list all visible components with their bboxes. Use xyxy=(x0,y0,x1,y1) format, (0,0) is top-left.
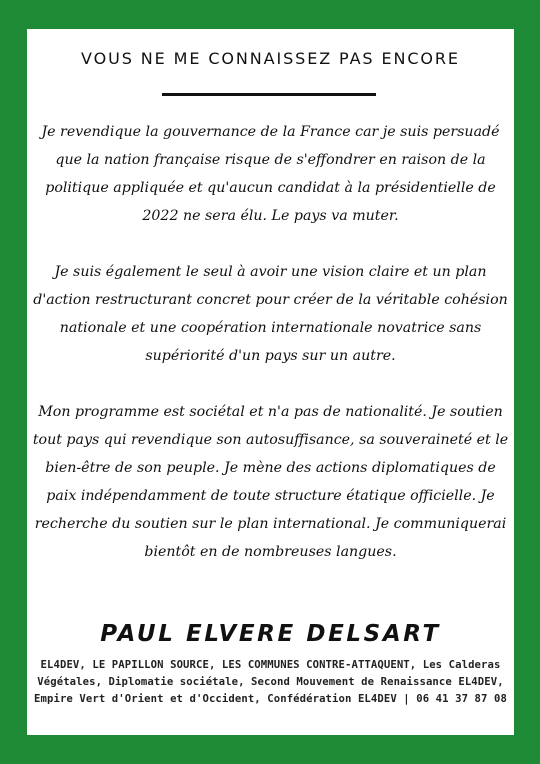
paragraph-program: Mon programme est sociétal et n'a pas de nationalité. Je soutien tout pays qui revendique son autosuffisance, sa souveraineté et le bien-être de son peuple. Je mène des actions diplomatiques de paix indépendamment de toute structure étatique officielle. Je recherche du soutien sur le plan international. Je communiquerai bientôt en de nombreuses langues. xyxy=(32,404,509,560)
title-divider xyxy=(162,93,376,96)
paragraph-vision: Je suis également le seul à avoir une vision claire et un plan d'action restructurant concret pour créer de la véritable cohésion nationale et une coopération internationale novatrice sans supériorité d'un pays sur un autre. xyxy=(33,264,508,364)
author-name: PAUL ELVERE DELSART xyxy=(100,621,441,647)
flyer-sheet xyxy=(27,29,514,735)
paragraph-governance: Je revendique la gouvernance de la France car je suis persuadé que la nation française risque de s'effondrer en raison de la politique appliquée et qu'aucun candidat à la présidentielle de 2022 ne sera élu. Le pays va muter. xyxy=(41,124,500,224)
page-title: VOUS NE ME CONNAISSEZ PAS ENCORE xyxy=(81,49,460,68)
footer-organizations-contact: EL4DEV, LE PAPILLON SOURCE, LES COMMUNES CONTRE-ATTAQUENT, Les Calderas Végétales, Diplomatie sociétale, Second Mouvement de Renaissance EL4DEV, Empire Vert d'Orient et d'Occident, Confédération EL4DEV | 06 41 37 87 08 xyxy=(34,659,507,705)
